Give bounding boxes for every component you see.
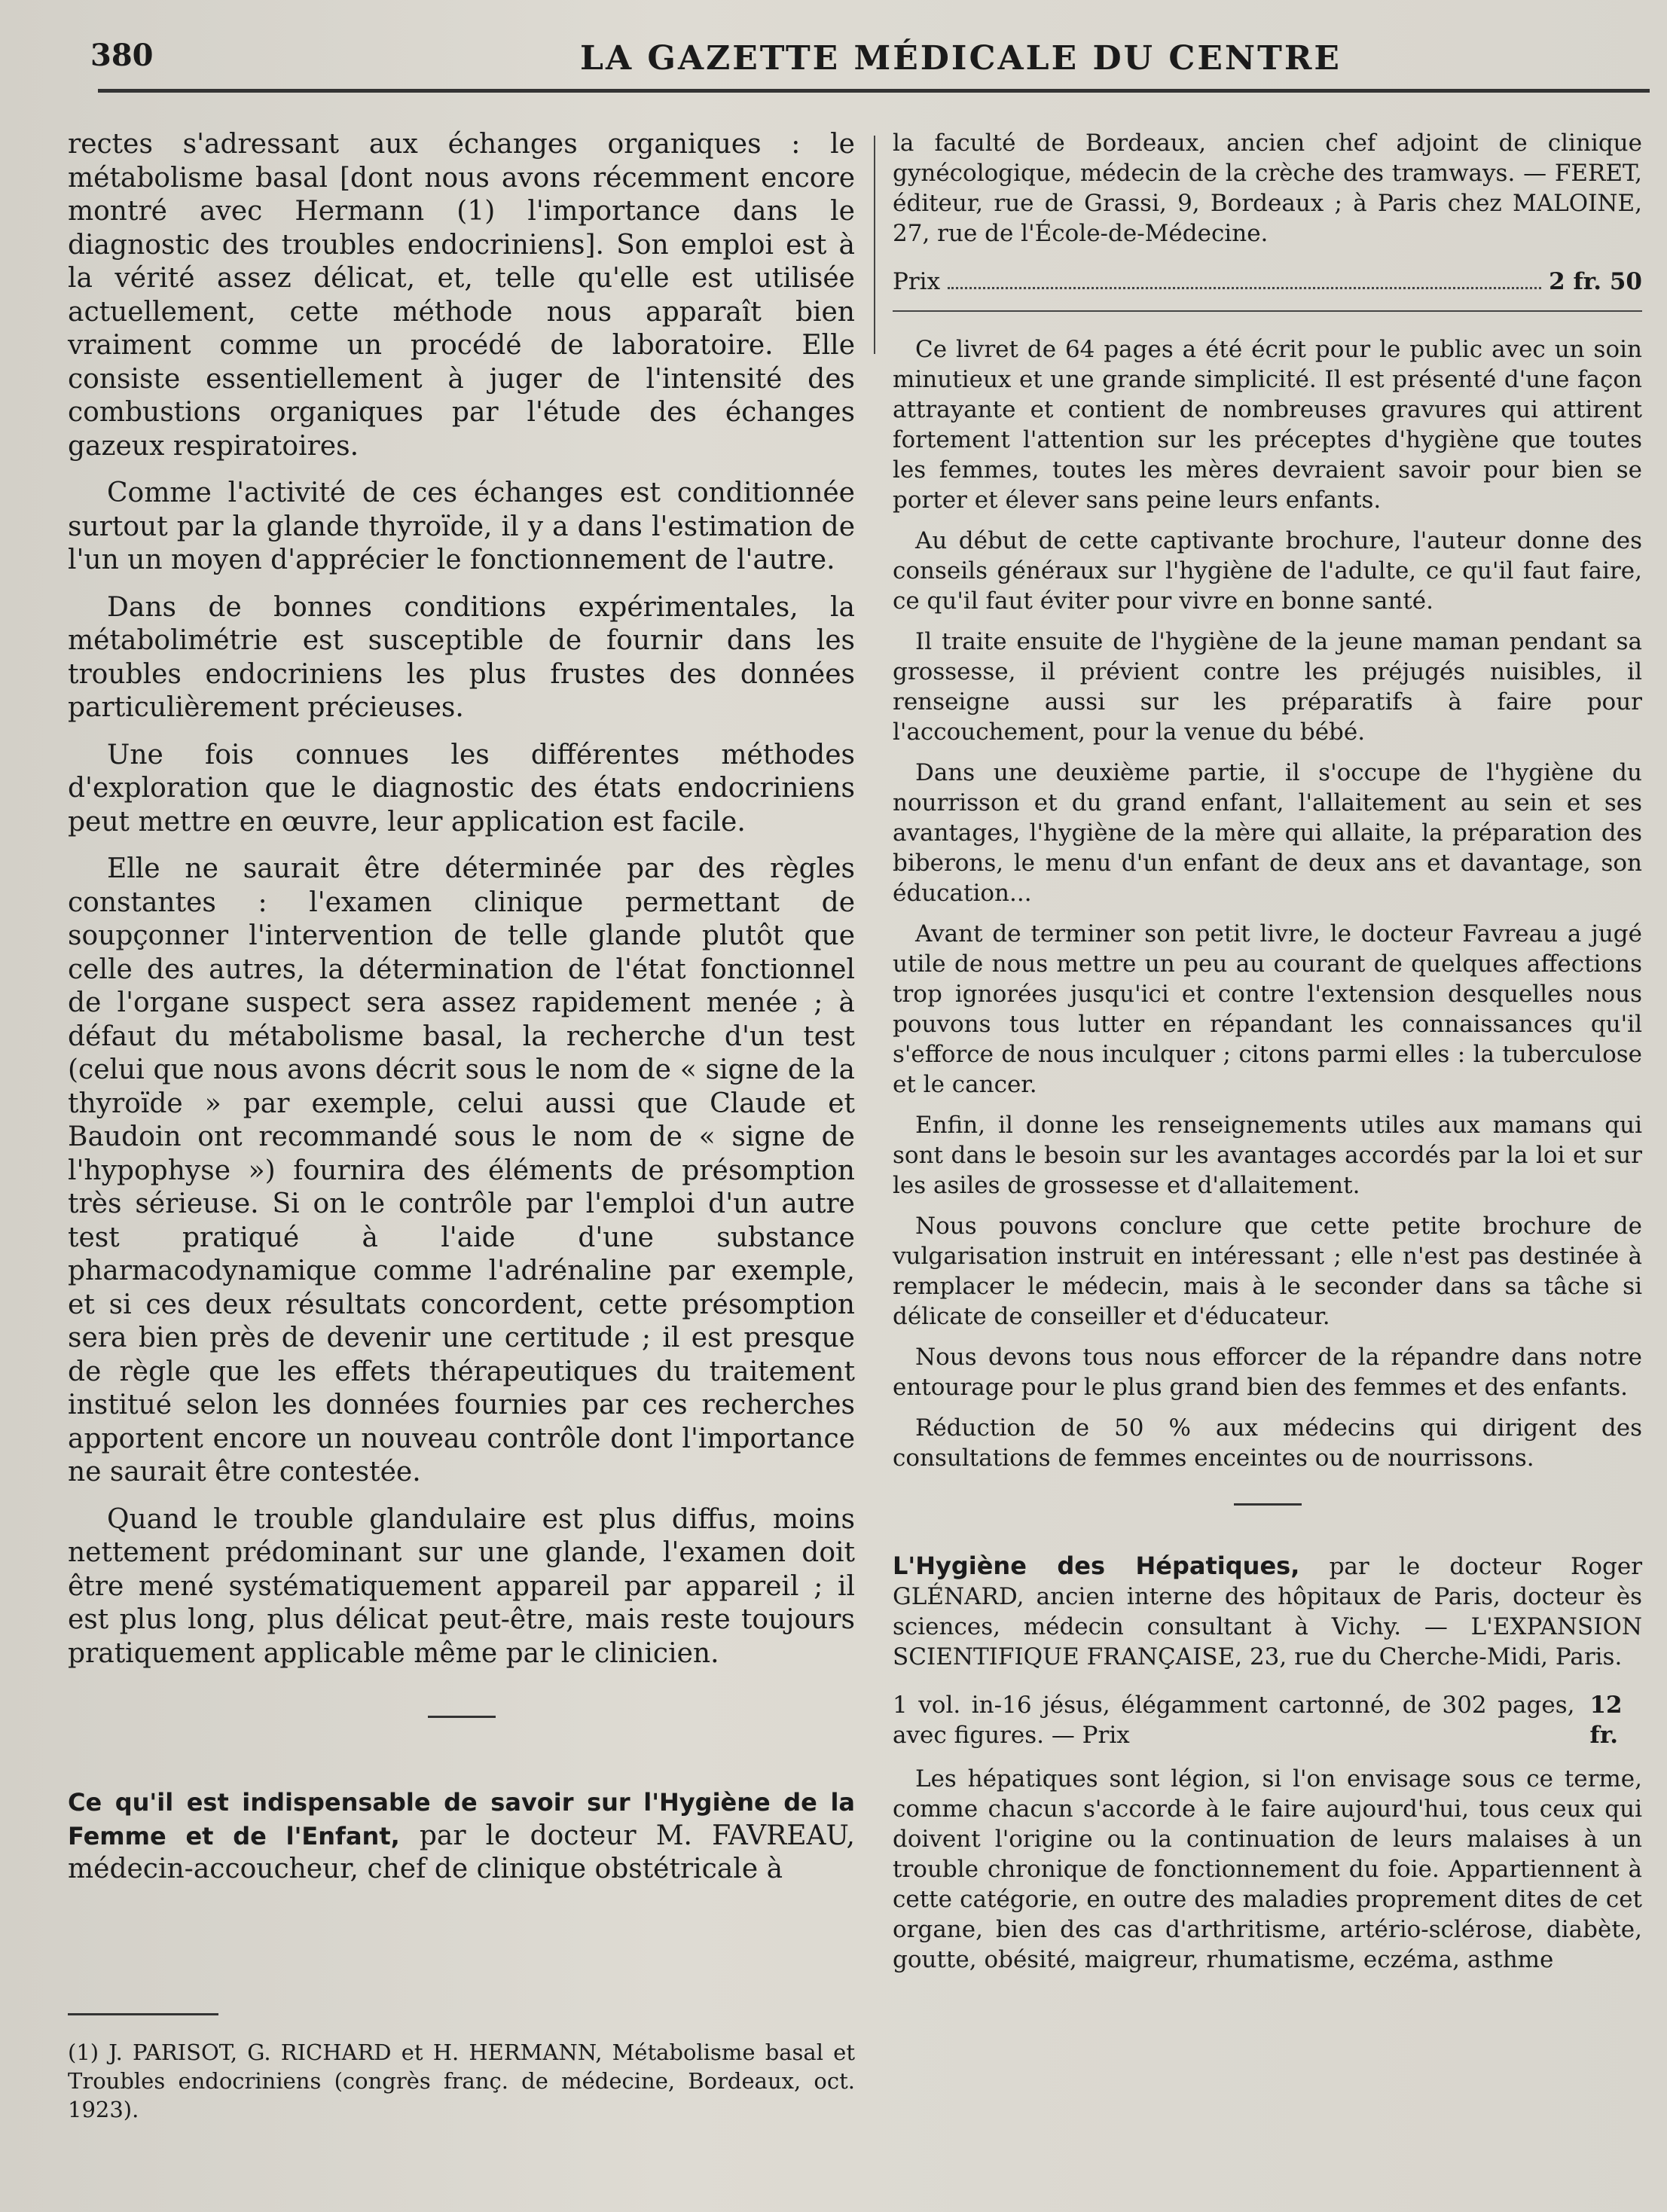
- column-rule: [893, 310, 1642, 312]
- left-column: [68, 128, 855, 2162]
- price-line: [893, 1690, 1642, 1750]
- book-author: par le docteur Roger GLÉNARD, ancien interne des hôpitaux de Paris, docteur ès sciences, médecin consultant à Vichy. — L'EXPANSION SCIENTIFIQUE FRANÇAISE, 23, rue du Cherche-Midi, Paris.: [893, 1553, 1643, 1670]
- section-rule: [428, 1716, 496, 1718]
- review-paragraph: Nous devons tous nous efforcer de la répandre dans notre entourage pour le plus grand bien des femmes et des enfants.: [893, 1344, 1642, 1401]
- footnote-rule: [68, 2013, 218, 2015]
- book-continuation: la faculté de Bordeaux, ancien chef adjoint de clinique gynécologique, médecin de la crèche des tramways. — FERET, éditeur, rue de Grassi, 9, Bordeaux ; à Paris chez MALOINE, 27, rue de l'École-de-Médecine.: [893, 130, 1642, 247]
- footnote: (1) J. PARISOT, G. RICHARD et H. HERMANN, Métabolisme basal et Troubles endocriniens (congrès franç. de médecine, Bordeaux, oct. 1923).: [68, 2039, 855, 2122]
- review-paragraph: Ce livret de 64 pages a été écrit pour le public avec un soin minutieux et une grande simplicité. Il est présenté d'une façon attrayante et contient de nombreuses gravures qui attirent fortement l'attention sur les préceptes d'hygiène que toutes les femmes, toutes les mères devraient savoir pour bien se porter et élever sans peine leurs enfants.: [893, 336, 1642, 514]
- review-paragraph: Enfin, il donne les renseignements utiles aux mamans qui sont dans le besoin sur les avantages accordés par la loi et sur les asiles de grossesse et d'allaitement.: [893, 1112, 1642, 1199]
- paragraph: Une fois connues les différentes méthodes d'exploration que le diagnostic des états endocriniens peut mettre en œuvre, leur application est facile.: [68, 739, 855, 838]
- right-column: [893, 128, 1642, 2162]
- header-rule: [98, 89, 1650, 93]
- page-header: [83, 30, 1635, 90]
- page-number: 380: [90, 38, 154, 73]
- paragraph: rectes s'adressant aux échanges organiques : le métabolisme basal [dont nous avons récemment encore montré avec Hermann (1) l'importance dans le diagnostic des troubles endocriniens]. Son emploi est à la vérité assez délicat, et, telle qu'elle est utilisée actuellement, cette méthode nous apparaît bien vraiment comme un procédé de laboratoire. Elle consiste essentiellement à juger de l'intensité des combustions organiques par l'étude des échanges gazeux respiratoires.: [68, 129, 855, 462]
- price-line: [893, 267, 1642, 297]
- section-rule: [1234, 1503, 1302, 1506]
- price-value: 12 fr.: [1589, 1692, 1623, 1749]
- paragraph: Comme l'activité de ces échanges est conditionnée surtout par la glande thyroïde, il y a dans l'estimation de l'un un moyen d'apprécier le fonctionnement de l'autre.: [68, 477, 855, 575]
- book-entry: [68, 1786, 855, 1887]
- price-label: Prix: [893, 268, 941, 295]
- review-paragraph: Au début de cette captivante brochure, l'auteur donne des conseils généraux sur l'hygiène de l'adulte, ce qu'il faut faire, ce qu'il faut éviter pour vivre en bonne santé.: [893, 527, 1642, 615]
- paragraph: Dans de bonnes conditions expérimentales, la métabolimétrie est susceptible de fournir dans les troubles endocriniens les plus frustes des données particulièrement précieuses.: [68, 591, 855, 723]
- price-value: 2 fr. 50: [1549, 268, 1642, 295]
- review-paragraph: Nous pouvons conclure que cette petite brochure de vulgarisation instruit en intéressant ; elle n'est pas destinée à remplacer le médecin, mais à le seconder dans sa tâche si délicate de conseiller et d'éducateur.: [893, 1213, 1642, 1330]
- paragraph: Quand le trouble glandulaire est plus diffus, moins nettement prédominant sur une glande, l'examen doit être mené systématiquement appareil par appareil ; il est plus long, plus délicat peut-être, mais reste toujours pratiquement applicable même par le clinicien.: [68, 1503, 855, 1669]
- review-paragraph: Réduction de 50 % aux médecins qui dirigent des consultations de femmes enceintes ou de nourrissons.: [893, 1414, 1642, 1472]
- leader-dots: [948, 267, 1541, 289]
- book-title: L'Hygiène des Hépatiques,: [893, 1551, 1300, 1580]
- review-paragraph: Les hépatiques sont légion, si l'on envisage sous ce terme, comme chacun s'accorde à le faire aujourd'hui, tous ceux qui doivent l'origine ou la continuation de leurs malaises à un trouble chronique de fonctionnement du foie. Appartiennent à cette catégorie, en outre des maladies proprement dites de cet organe, bien des cas d'arthritisme, artério-sclérose, diabète, goutte, obésité, maigreur, rhumatisme, eczéma, asthme: [893, 1765, 1642, 1973]
- review-paragraph: Avant de terminer son petit livre, le docteur Favreau a jugé utile de nous mettre un peu au courant de quelques affections trop ignorées jusqu'ici et contre l'extension desquelles nous pouvons tous lutter en répandant les connaissances qu'il s'efforce de nous inculquer ; citons parmi elles : la tuberculose et le cancer.: [893, 920, 1642, 1098]
- journal-title: LA GAZETTE MÉDICALE DU CENTRE: [580, 39, 1342, 78]
- price-label: 1 vol. in-16 jésus, élégamment cartonné, de 302 pages, avec figures. — Prix: [893, 1692, 1575, 1749]
- book-title: Ce qu'il est indispensable de savoir sur l'Hygiène de la Femme et de l'Enfant,: [68, 1788, 855, 1850]
- book-entry: [893, 1551, 1642, 1672]
- review-paragraph: Il traite ensuite de l'hygiène de la jeune maman pendant sa grossesse, il prévient contre les préjugés nuisibles, il renseigne aussi sur les préparatifs à faire pour l'accouchement, pour la venue du bébé.: [893, 628, 1642, 746]
- column-divider: [874, 136, 875, 354]
- book-author: par le docteur M. FAVREAU, médecin-accoucheur, chef de clinique obstétricale à: [68, 1820, 855, 1884]
- review-paragraph: Dans une deuxième partie, il s'occupe de l'hygiène du nourrisson et du grand enfant, l'allaitement au sein et ses avantages, l'hygiène de la mère qui allaite, la préparation des biberons, le menu d'un enfant de deux ans et davantage, son éducation...: [893, 759, 1642, 907]
- paragraph: Elle ne saurait être déterminée par des règles constantes : l'examen clinique permettant de soupçonner l'intervention de telle glande plutôt que celle des autres, la détermination de l'état fonctionnel de l'organe suspect sera assez rapidement menée ; à défaut du métabolisme basal, la recherche d'un test (celui que nous avons décrit sous le nom de « signe de la thyroïde » par exemple, celui aussi que Claude et Baudoin ont recommandé sous le nom de « signe de l'hypophyse ») fournira des éléments de présomption très sérieuse. Si on le contrôle par l'emploi d'un autre test pratiqué à l'aide d'une substance pharmacodynamique comme l'adrénaline par exemple, et si ces deux résultats concordent, cette présomption sera bien près de devenir une certitude ; il est presque de règle que les effets thérapeutiques du traitement institué selon les données fournies par ces recherches apportent encore un nouveau contrôle dont l'importance ne saurait être contestée.: [68, 853, 855, 1487]
